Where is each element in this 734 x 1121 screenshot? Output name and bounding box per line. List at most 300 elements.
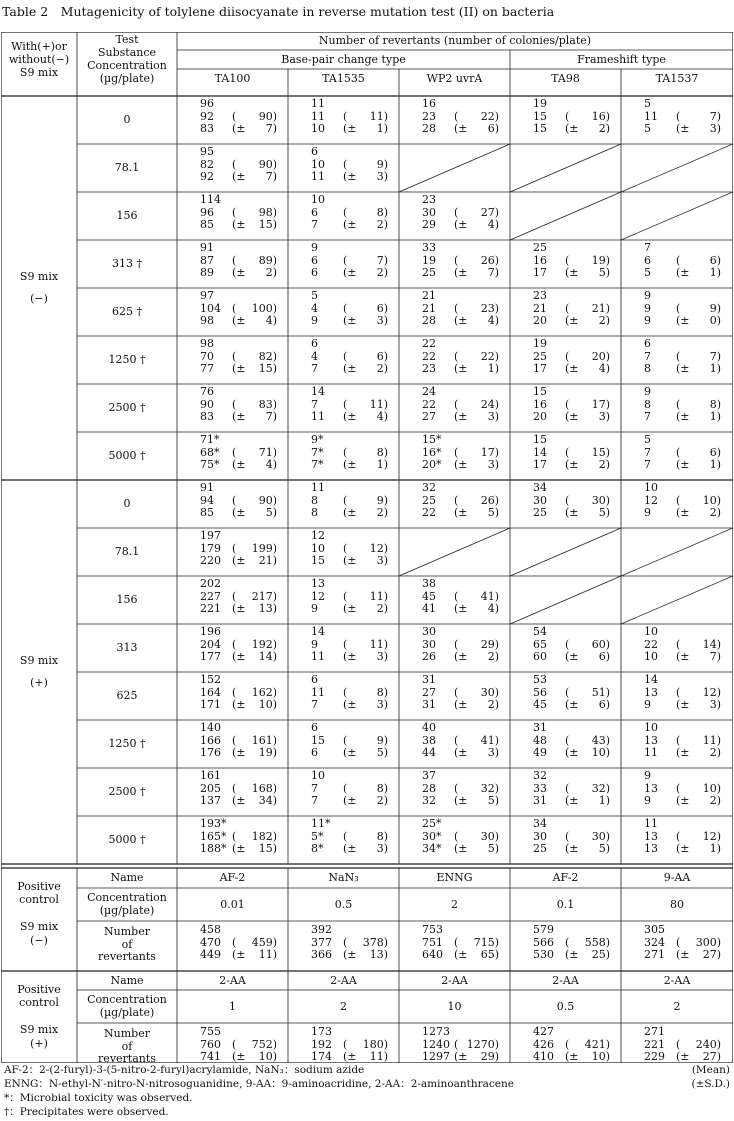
revertant-count-stat: 11): [702, 733, 721, 747]
revertant-count-bracket: (±: [232, 554, 246, 568]
revertant-count-bracket: (: [232, 253, 237, 267]
revertant-count-stat: 8): [376, 205, 388, 219]
revertant-count-value: 15: [533, 433, 547, 446]
revertant-count-value: 77: [200, 362, 214, 376]
revertant-count-value: 9: [644, 769, 651, 782]
revertant-count-value: 13: [644, 781, 658, 795]
positive-revertant-count-bracket: (±: [565, 948, 579, 962]
revertant-count-value: 31: [422, 673, 436, 686]
name-label: Name: [110, 974, 144, 987]
revertant-count-bracket: (: [343, 493, 348, 507]
s9-mix-label: S9 mix: [19, 920, 59, 933]
revertant-count-bracket: (±: [454, 698, 468, 712]
positive-revertant-count-bracket: (±: [676, 948, 690, 962]
positive-revertant-count-value: 271: [644, 948, 665, 962]
revertant-count-value: 30: [422, 637, 436, 651]
revertant-count-stat: 100): [251, 301, 277, 315]
revertant-count-value: 6: [311, 145, 318, 158]
revertant-count-bracket: (: [454, 205, 459, 219]
revertant-count-bracket: (±: [676, 842, 690, 856]
revertant-count-value: 8: [311, 493, 318, 507]
revertant-count-value: 30*: [422, 829, 442, 843]
revertant-count-value: 90: [200, 397, 214, 411]
revertant-count-bracket: (: [676, 253, 681, 267]
revertant-count-stat: 9): [376, 733, 388, 747]
revertant-count-bracket: (: [232, 685, 237, 699]
revertant-count-bracket: (: [565, 685, 570, 699]
revertant-count-value: 89: [200, 266, 214, 280]
revertant-count-stat: 10): [702, 493, 721, 507]
revertant-count-bracket: (±: [454, 794, 468, 808]
revertant-count-stat: 15): [258, 218, 277, 232]
positive-revertant-count-bracket: (±: [343, 948, 357, 962]
concentration-label: 313 †: [112, 257, 142, 270]
revertant-count-value: 23: [422, 362, 436, 376]
revertant-count-value: 5: [644, 97, 651, 110]
positive-revertant-count-bracket: (: [676, 935, 681, 949]
revertant-count-stat: 10): [258, 698, 277, 712]
revertant-count-value: 25*: [422, 817, 442, 830]
revertant-count-stat: 8): [376, 829, 388, 843]
revertant-count-value: 11: [644, 817, 658, 830]
revertant-count-value: 20: [533, 410, 547, 424]
legend-sd: (±S.D.): [691, 1078, 730, 1090]
revertant-count-value: 23: [533, 289, 547, 302]
revertant-count-bracket: (±: [565, 122, 579, 136]
revertant-count-stat: 162): [251, 685, 277, 699]
revertant-count-value: 30: [422, 205, 436, 219]
revertant-count-stat: 4): [265, 314, 277, 328]
revertant-count-stat: 3): [376, 650, 388, 664]
footnote: *：Microbial toxicity was observed.: [4, 1092, 193, 1104]
revertant-count-value: 220: [200, 554, 221, 568]
positive-revertant-count-bracket: (: [454, 1037, 459, 1051]
revertant-count-value: 56: [533, 685, 547, 699]
revertant-count-value: 70: [200, 349, 214, 363]
revertant-count-bracket: (: [232, 157, 237, 171]
revertant-count-bracket: (±: [676, 794, 690, 808]
positive-control-concentration: 0.5: [334, 898, 353, 911]
revertant-count-bracket: (: [343, 397, 348, 411]
revertant-count-stat: 2): [265, 266, 277, 280]
revertant-count-stat: 2): [709, 794, 721, 808]
revertant-count-value: 19: [422, 253, 436, 267]
revertant-count-value: 14: [533, 445, 547, 459]
revertant-count-value: 25: [422, 266, 436, 280]
revertant-count-bracket: (: [454, 445, 459, 459]
revertant-count-bracket: (±: [565, 506, 579, 520]
revertant-count-bracket: (: [676, 493, 681, 507]
positive-revertant-count-stat: 300): [695, 935, 721, 949]
revertant-count-stat: 2): [598, 314, 610, 328]
revertant-count-value: 30: [533, 829, 547, 843]
s9-sign: (+): [30, 676, 48, 689]
concentration-label: 78.1: [114, 161, 140, 174]
positive-control-concentration: 80: [670, 898, 684, 911]
revertant-count-bracket: (: [232, 541, 237, 555]
revertant-count-bracket: (: [343, 253, 348, 267]
revertant-count-stat: 15): [591, 445, 610, 459]
number-of-revertants-label: of: [121, 937, 133, 951]
concentration-label: 0: [123, 113, 131, 126]
revertant-count-stat: 98): [258, 205, 277, 219]
revertant-count-bracket: (±: [565, 842, 579, 856]
revertant-count-value: 10: [644, 625, 658, 638]
positive-revertant-count-value: 1240: [422, 1037, 450, 1051]
revertant-count-bracket: (±: [565, 362, 579, 376]
revertant-count-bracket: (±: [343, 746, 357, 760]
revertant-count-stat: 2): [709, 506, 721, 520]
revertant-count-bracket: (±: [565, 698, 579, 712]
concentration-label: 1250 †: [108, 737, 146, 750]
positive-control-concentration: 10: [447, 1000, 462, 1013]
revertant-count-value: 188*: [200, 842, 227, 856]
revertant-count-bracket: (: [454, 589, 459, 603]
revertant-count-value: 16: [533, 253, 547, 267]
s9-mix-label: S9 mix: [19, 654, 59, 667]
revertant-count-value: 29: [422, 218, 436, 232]
revertant-count-stat: 9): [376, 493, 388, 507]
positive-revertant-count-bracket: (±: [343, 1050, 357, 1064]
revertant-count-value: 6: [311, 721, 318, 734]
positive-control-name: 2-AA: [330, 974, 357, 987]
strain-header: TA100: [214, 72, 251, 85]
revertant-count-value: 45: [422, 589, 436, 603]
positive-control-name: 2-AA: [219, 974, 246, 987]
positive-control-concentration: 0.5: [556, 1000, 575, 1013]
revertant-count-bracket: (: [565, 397, 570, 411]
positive-revertant-count-bracket: (: [676, 1037, 681, 1051]
revertant-count-bracket: (: [454, 397, 459, 411]
revertant-count-stat: 2): [487, 698, 499, 712]
concentration-label: 156: [116, 593, 138, 606]
positive-revertant-count-value: 1297: [422, 1050, 450, 1064]
revertant-count-value: 65: [533, 637, 547, 651]
concentration-label: 313: [116, 641, 138, 654]
revertant-count-stat: 2): [598, 458, 610, 472]
revertant-count-bracket: (±: [454, 842, 468, 856]
revertant-count-stat: 2): [376, 602, 388, 616]
revertant-count-stat: 17): [480, 445, 499, 459]
positive-revertant-count-stat: 240): [695, 1037, 721, 1051]
revertant-count-stat: 15): [258, 362, 277, 376]
mutagenicity-table: [1, 32, 733, 1066]
revertant-count-stat: 6): [709, 445, 721, 459]
revertant-count-bracket: (±: [676, 506, 690, 520]
revertant-count-value: 193*: [200, 817, 227, 830]
revertant-count-stat: 2): [376, 266, 388, 280]
revertant-count-value: 19: [533, 97, 547, 110]
number-of-revertants-label: Number: [104, 925, 150, 938]
revertant-count-stat: 11): [369, 109, 388, 123]
revertant-count-value: 25: [533, 349, 547, 363]
revertant-count-value: 9: [644, 289, 651, 302]
revertant-count-value: 27: [422, 685, 436, 699]
revertant-count-value: 14: [644, 673, 658, 686]
positive-revertant-count-bracket: (±: [454, 948, 468, 962]
revertant-count-value: 196: [200, 625, 221, 638]
s9-sign: (−): [30, 292, 48, 305]
revertant-count-value: 25: [422, 493, 436, 507]
revertant-count-bracket: (±: [676, 746, 690, 760]
revertant-count-value: 6: [311, 337, 318, 350]
revertant-count-value: 45: [533, 698, 547, 712]
revertant-count-stat: 1): [709, 410, 721, 424]
positive-revertant-count-value: 271: [644, 1025, 665, 1038]
revertant-count-stat: 1): [376, 122, 388, 136]
revertant-count-value: 9: [311, 637, 318, 651]
revertant-count-value: 9: [311, 314, 318, 328]
revertant-count-value: 48: [533, 733, 547, 747]
frameshift-header: Frameshift type: [577, 53, 666, 66]
table-title: Table 2 Mutagenicity of tolylene diisocyanate in reverse mutation test (II) on bacteria: [2, 4, 555, 19]
revertant-count-value: 5: [644, 433, 651, 446]
revertant-count-stat: 3): [376, 842, 388, 856]
revertant-count-value: 9: [311, 602, 318, 616]
revertant-count-bracket: (±: [343, 602, 357, 616]
revertant-count-stat: 1): [376, 458, 388, 472]
revertant-count-stat: 13): [258, 602, 277, 616]
positive-control-concentration: 1: [229, 1000, 236, 1013]
number-of-revertants-label: of: [121, 1039, 133, 1053]
positive-revertant-count-stat: 715): [473, 935, 499, 949]
positive-revertant-count-value: 366: [311, 948, 332, 962]
revertant-count-bracket: (: [343, 589, 348, 603]
revertant-count-stat: 19): [591, 253, 610, 267]
revertant-count-bracket: (±: [232, 602, 246, 616]
revertant-count-bracket: (: [565, 493, 570, 507]
revertant-count-value: 28: [422, 122, 436, 136]
revertant-count-bracket: (: [343, 781, 348, 795]
revertant-count-value: 8*: [311, 842, 324, 856]
revertant-count-value: 9: [644, 794, 651, 808]
revertant-count-value: 13: [644, 733, 658, 747]
revertant-count-value: 13: [644, 842, 658, 856]
revertant-count-value: 94: [200, 493, 214, 507]
revertant-count-value: 17: [533, 362, 547, 376]
revertant-count-bracket: (±: [343, 554, 357, 568]
revertant-count-value: 10: [644, 721, 658, 734]
revertant-count-value: 85: [200, 218, 214, 232]
revertant-count-value: 92: [200, 109, 214, 123]
revertant-count-bracket: (: [676, 685, 681, 699]
revertant-count-value: 202: [200, 577, 221, 590]
positive-revertant-count-value: 229: [644, 1050, 665, 1064]
revertant-count-stat: 9): [376, 157, 388, 171]
revertant-count-bracket: (±: [565, 650, 579, 664]
revertant-count-value: 9: [644, 506, 651, 520]
positive-revertant-count-value: 192: [311, 1037, 332, 1051]
positive-revertant-count-stat: 27): [702, 1050, 721, 1064]
revertant-count-stat: 60): [591, 637, 610, 651]
positive-revertant-count-stat: 1270): [466, 1037, 499, 1051]
strain-header: WP2 uvrA: [426, 72, 483, 85]
revertant-count-bracket: (±: [343, 842, 357, 856]
revertant-count-value: 34: [533, 481, 547, 494]
positive-revertant-count-value: 753: [422, 923, 443, 936]
revertant-count-bracket: (±: [676, 266, 690, 280]
revertant-count-stat: 20): [591, 349, 610, 363]
revertant-count-bracket: (: [343, 109, 348, 123]
positive-revertant-count-stat: 27): [702, 948, 721, 962]
revertant-count-value: 13: [644, 685, 658, 699]
positive-revertant-count-value: 579: [533, 923, 554, 936]
revertant-count-value: 85: [200, 506, 214, 520]
revertant-count-stat: 30): [480, 829, 499, 843]
revertant-count-bracket: (±: [454, 506, 468, 520]
revertant-count-bracket: (: [343, 301, 348, 315]
revertant-count-stat: 26): [480, 493, 499, 507]
s9-sign: (−): [30, 934, 48, 947]
revertant-count-value: 7: [311, 794, 318, 808]
revertant-count-bracket: (: [454, 781, 459, 795]
revertant-count-value: 20: [533, 314, 547, 328]
revertant-count-value: 12: [644, 493, 658, 507]
revertant-count-bracket: (±: [232, 650, 246, 664]
revertant-count-bracket: (: [232, 637, 237, 651]
revertant-count-value: 8: [644, 362, 651, 376]
revertant-count-stat: 19): [258, 746, 277, 760]
revertant-count-stat: 1): [709, 842, 721, 856]
revertant-count-value: 25: [533, 842, 547, 856]
revertant-count-stat: 6): [598, 698, 610, 712]
revertant-count-value: 32: [422, 481, 436, 494]
positive-revertant-count-stat: 752): [251, 1037, 277, 1051]
revertant-count-stat: 3): [376, 698, 388, 712]
revertant-count-bracket: (±: [454, 218, 468, 232]
revertant-count-bracket: (±: [454, 746, 468, 760]
revertant-count-stat: 90): [258, 109, 277, 123]
revertant-count-bracket: (±: [676, 362, 690, 376]
revertant-count-stat: 26): [480, 253, 499, 267]
revertant-count-bracket: (: [676, 733, 681, 747]
revertant-count-bracket: (±: [343, 506, 357, 520]
revertant-count-stat: 7): [487, 266, 499, 280]
revertant-count-stat: 6): [709, 253, 721, 267]
revertant-count-value: 17: [533, 266, 547, 280]
revertant-count-bracket: (±: [454, 458, 468, 472]
revertant-count-stat: 1): [709, 458, 721, 472]
positive-revertant-count-stat: 421): [584, 1037, 610, 1051]
positive-revertant-count-value: 305: [644, 923, 665, 936]
revertant-count-value: 28: [422, 781, 436, 795]
revertant-count-value: 164: [200, 685, 221, 699]
revertant-count-value: 40: [422, 721, 436, 734]
positive-revertant-count-value: 427: [533, 1025, 554, 1038]
concentration-label: 625: [116, 689, 138, 702]
revertant-count-value: 177: [200, 650, 221, 664]
revertant-count-stat: 7): [709, 349, 721, 363]
revertant-count-value: 23: [422, 109, 436, 123]
revertant-count-stat: 29): [480, 637, 499, 651]
revertant-count-stat: 1): [709, 266, 721, 280]
revertant-count-bracket: (±: [454, 314, 468, 328]
revertant-count-value: 32: [533, 769, 547, 782]
revertant-count-bracket: (: [343, 829, 348, 843]
revertant-count-bracket: (±: [454, 266, 468, 280]
revertant-count-stat: 4): [265, 458, 277, 472]
revertant-count-value: 6: [311, 205, 318, 219]
revertant-count-stat: 0): [709, 314, 721, 328]
revertant-count-stat: 4): [487, 218, 499, 232]
positive-revertant-count-value: 410: [533, 1050, 554, 1064]
revertant-count-stat: 3): [487, 458, 499, 472]
revertant-count-bracket: (±: [565, 314, 579, 328]
revertant-count-bracket: (: [454, 637, 459, 651]
positive-revertant-count-value: 324: [644, 935, 665, 949]
revertant-count-bracket: (: [232, 493, 237, 507]
revertant-count-stat: 43): [591, 733, 610, 747]
revertant-count-value: 11: [311, 481, 325, 494]
revertant-count-bracket: (: [343, 157, 348, 171]
revertant-count-value: 13: [311, 577, 325, 590]
concentration-label: 0: [123, 497, 131, 510]
revertant-count-stat: 16): [591, 109, 610, 123]
revertant-count-stat: 27): [480, 205, 499, 219]
positive-revertant-count-value: 392: [311, 923, 332, 936]
revertant-count-value: 16: [533, 397, 547, 411]
revertant-count-stat: 5): [487, 794, 499, 808]
positive-revertant-count-value: 760: [200, 1037, 221, 1051]
positive-control-concentration: 2: [451, 898, 458, 911]
empty-cell-diagonal: [621, 144, 733, 192]
revertant-count-bracket: (±: [343, 698, 357, 712]
revertant-count-value: 9: [644, 385, 651, 398]
revertant-count-bracket: (±: [232, 266, 246, 280]
revertant-count-value: 33: [422, 241, 436, 254]
revertant-count-bracket: (: [565, 109, 570, 123]
revertant-count-bracket: (±: [343, 170, 357, 184]
revertant-count-value: 137: [200, 794, 221, 808]
positive-revertant-count-value: 640: [422, 948, 443, 962]
revertant-count-bracket: (: [232, 445, 237, 459]
revertant-count-value: 95: [200, 145, 214, 158]
revertant-count-value: 13: [644, 829, 658, 843]
empty-cell-diagonal: [510, 528, 621, 576]
positive-revertant-count-stat: 378): [362, 935, 388, 949]
revertant-count-value: 9*: [311, 433, 324, 446]
revertant-count-value: 165*: [200, 829, 227, 843]
revertant-count-bracket: (±: [676, 650, 690, 664]
s9-mix-label: S9 mix: [19, 270, 59, 283]
positive-revertant-count-value: 173: [311, 1025, 332, 1038]
revertant-count-stat: 3): [709, 698, 721, 712]
revertant-count-stat: 34): [258, 794, 277, 808]
revertant-count-value: 114: [200, 193, 221, 206]
revertant-count-stat: 6): [376, 349, 388, 363]
revertant-count-stat: 5): [598, 506, 610, 520]
revertant-count-bracket: (±: [676, 698, 690, 712]
revertant-count-stat: 182): [251, 829, 277, 843]
empty-cell-diagonal: [621, 528, 733, 576]
revertant-count-value: 10: [311, 122, 325, 136]
revertant-count-value: 23: [422, 193, 436, 206]
revertant-count-value: 10: [644, 650, 658, 664]
revertant-count-value: 7: [311, 698, 318, 712]
positive-revertant-count-bracket: (: [565, 935, 570, 949]
revertant-count-stat: 3): [376, 314, 388, 328]
revertant-count-bracket: (: [232, 589, 237, 603]
positive-revertant-count-bracket: (: [454, 935, 459, 949]
revertant-count-bracket: (±: [676, 314, 690, 328]
revertant-count-bracket: (±: [676, 458, 690, 472]
revertant-count-stat: 30): [591, 829, 610, 843]
positive-control-name: 2-AA: [663, 974, 691, 987]
revertant-count-value: 25: [533, 241, 547, 254]
revertant-count-stat: 11): [369, 637, 388, 651]
positive-revertant-count-bracket: (±: [676, 1050, 690, 1064]
revertant-count-bracket: (: [343, 637, 348, 651]
